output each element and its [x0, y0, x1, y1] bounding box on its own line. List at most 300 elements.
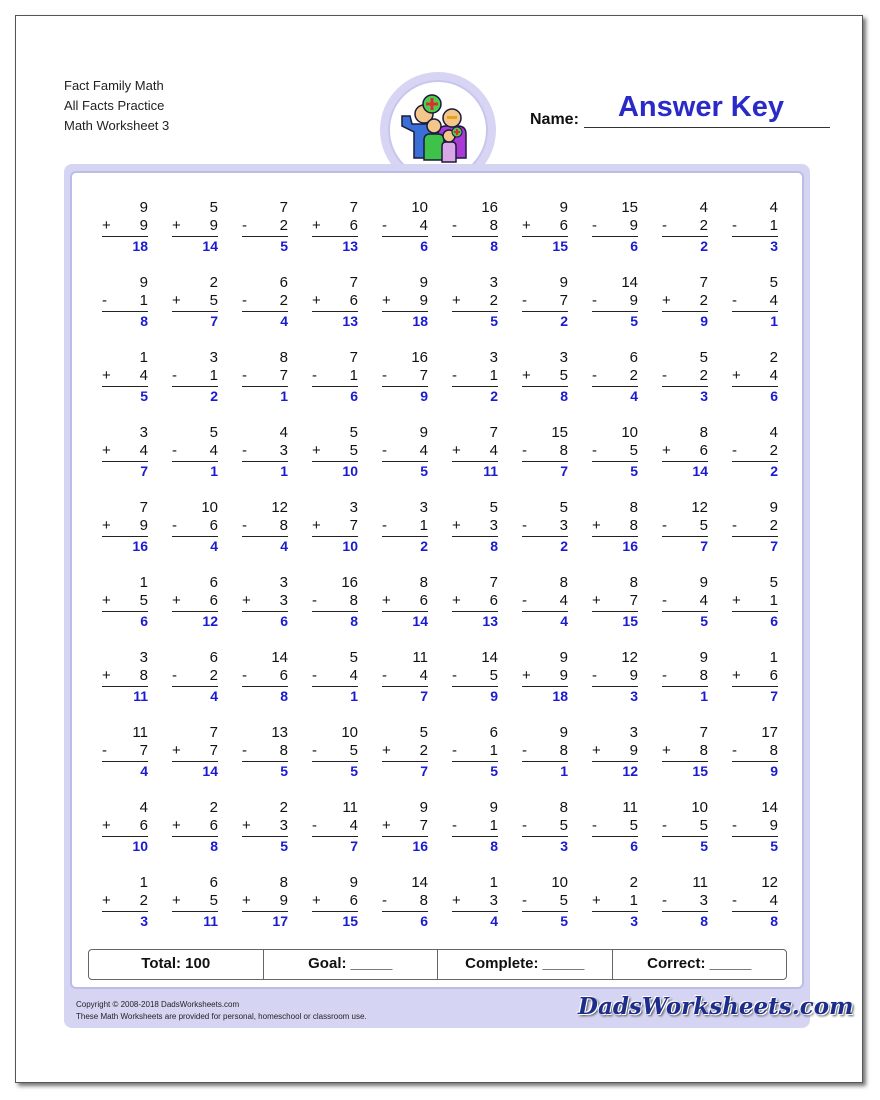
- operator: -: [592, 367, 597, 384]
- answer: 5: [490, 313, 498, 329]
- second-operand-row: [172, 367, 218, 387]
- operator: -: [172, 367, 177, 384]
- problem-card: [452, 574, 498, 630]
- answer: 2: [770, 463, 778, 479]
- operator: +: [662, 442, 671, 459]
- second-operand-row: [662, 217, 708, 237]
- first-operand: 3: [209, 349, 218, 366]
- operator: -: [522, 892, 527, 909]
- operator: +: [732, 667, 741, 684]
- problem-card: [382, 349, 428, 405]
- first-operand: 7: [699, 274, 708, 291]
- first-operand: 9: [699, 574, 708, 591]
- operator: -: [592, 217, 597, 234]
- problem-card: [522, 724, 568, 780]
- problem-card: [172, 649, 218, 705]
- answer: 2: [420, 538, 428, 554]
- second-operand-row: [662, 292, 708, 312]
- second-operand-row: [522, 292, 568, 312]
- problem-card: [312, 499, 358, 555]
- second-operand: 9: [279, 892, 288, 909]
- second-operand-row: [592, 817, 638, 837]
- problem-card: [522, 199, 568, 255]
- second-operand: 6: [699, 442, 708, 459]
- first-operand: 3: [139, 649, 148, 666]
- first-operand: 14: [621, 274, 638, 291]
- operator: +: [312, 517, 321, 534]
- problem-card: [312, 649, 358, 705]
- second-operand-row: [452, 817, 498, 837]
- first-operand: 7: [489, 574, 498, 591]
- answer: 7: [560, 463, 568, 479]
- second-operand: 9: [139, 217, 148, 234]
- answer: 6: [420, 238, 428, 254]
- answer: 4: [630, 388, 638, 404]
- answer: 1: [350, 688, 358, 704]
- second-operand: 3: [699, 892, 708, 909]
- first-operand: 3: [489, 349, 498, 366]
- first-operand: 5: [349, 424, 358, 441]
- operator: -: [242, 742, 247, 759]
- operator: +: [732, 592, 741, 609]
- second-operand: 2: [699, 292, 708, 309]
- answer: 12: [622, 763, 638, 779]
- second-operand: 8: [629, 517, 638, 534]
- first-operand: 6: [209, 649, 218, 666]
- second-operand: 3: [279, 592, 288, 609]
- answer: 8: [280, 688, 288, 704]
- answer: 11: [483, 463, 498, 479]
- first-operand: 7: [489, 424, 498, 441]
- second-operand: 5: [699, 517, 708, 534]
- first-operand: 11: [412, 649, 428, 666]
- problem-card: [312, 349, 358, 405]
- answer: 1: [210, 463, 218, 479]
- second-operand-row: [102, 742, 148, 762]
- first-operand: 9: [559, 199, 568, 216]
- answer: 4: [210, 688, 218, 704]
- problem-card: [382, 424, 428, 480]
- second-operand-row: [242, 592, 288, 612]
- problem-card: [522, 799, 568, 855]
- first-operand: 1: [139, 349, 148, 366]
- answer: 15: [552, 238, 568, 254]
- problem-frame: [64, 164, 810, 1028]
- problem-card: [452, 499, 498, 555]
- second-operand: 5: [139, 592, 148, 609]
- second-operand: 7: [559, 292, 568, 309]
- second-operand: 5: [349, 742, 358, 759]
- operator: -: [312, 742, 317, 759]
- answer: 8: [490, 538, 498, 554]
- first-operand: 8: [279, 874, 288, 891]
- second-operand: 2: [629, 367, 638, 384]
- second-operand: 2: [139, 892, 148, 909]
- answer: 8: [560, 388, 568, 404]
- second-operand-row: [452, 667, 498, 687]
- operator: +: [102, 892, 111, 909]
- operator: -: [732, 892, 737, 909]
- answer: 7: [350, 838, 358, 854]
- problem-card: [522, 274, 568, 330]
- answer: 15: [622, 613, 638, 629]
- first-operand: 16: [411, 349, 428, 366]
- problem-card: [732, 274, 778, 330]
- second-operand-row: [382, 817, 428, 837]
- answer: 9: [490, 688, 498, 704]
- second-operand-row: [452, 217, 498, 237]
- second-operand-row: [592, 742, 638, 762]
- first-operand: 2: [279, 799, 288, 816]
- operator: -: [452, 742, 457, 759]
- operator: -: [522, 742, 527, 759]
- problem-card: [592, 724, 638, 780]
- first-operand: 12: [621, 649, 638, 666]
- operator: -: [382, 667, 387, 684]
- second-operand: 6: [349, 217, 358, 234]
- problem-card: [662, 874, 708, 930]
- first-operand: 9: [489, 799, 498, 816]
- answer: 6: [770, 613, 778, 629]
- operator: -: [662, 517, 667, 534]
- answer: 5: [280, 838, 288, 854]
- worksheet-number: Math Worksheet 3: [64, 118, 170, 133]
- second-operand: 9: [629, 742, 638, 759]
- operator: -: [592, 292, 597, 309]
- second-operand-row: [312, 892, 358, 912]
- second-operand: 6: [279, 667, 288, 684]
- problem-card: [312, 574, 358, 630]
- first-operand: 6: [629, 349, 638, 366]
- second-operand-row: [102, 217, 148, 237]
- answer-key-title: Answer Key: [617, 91, 784, 123]
- second-operand-row: [522, 217, 568, 237]
- second-operand-row: [172, 292, 218, 312]
- answer: 5: [700, 838, 708, 854]
- problem-card: [382, 649, 428, 705]
- second-operand: 9: [769, 817, 778, 834]
- operator: -: [522, 292, 527, 309]
- second-operand-row: [732, 367, 778, 387]
- first-operand: 5: [209, 424, 218, 441]
- second-operand-row: [102, 517, 148, 537]
- problem-card: [312, 724, 358, 780]
- first-operand: 9: [699, 649, 708, 666]
- second-operand: 4: [769, 367, 778, 384]
- second-operand-row: [312, 517, 358, 537]
- second-operand-row: [662, 817, 708, 837]
- first-operand: 11: [692, 874, 708, 891]
- complete-cell[interactable]: Complete: _____: [438, 950, 613, 979]
- problem-card: [172, 199, 218, 255]
- operator: -: [592, 817, 597, 834]
- first-operand: 5: [349, 649, 358, 666]
- operator: +: [312, 292, 321, 309]
- correct-cell[interactable]: Correct: _____: [647, 955, 752, 972]
- operator: -: [662, 892, 667, 909]
- second-operand: 5: [349, 442, 358, 459]
- second-operand: 8: [419, 892, 428, 909]
- second-operand-row: [102, 442, 148, 462]
- first-operand: 10: [621, 424, 638, 441]
- second-operand: 5: [209, 892, 218, 909]
- second-operand-row: [592, 217, 638, 237]
- second-operand: 6: [349, 292, 358, 309]
- second-operand: 1: [209, 367, 218, 384]
- second-operand: 7: [419, 367, 428, 384]
- second-operand-row: [592, 292, 638, 312]
- second-operand: 6: [419, 592, 428, 609]
- second-operand: 2: [769, 442, 778, 459]
- answer: 4: [560, 613, 568, 629]
- second-operand: 8: [489, 217, 498, 234]
- operator: -: [522, 442, 527, 459]
- answer: 3: [560, 838, 568, 854]
- first-operand: 7: [699, 724, 708, 741]
- problem-card: [172, 874, 218, 930]
- second-operand-row: [522, 742, 568, 762]
- problem-card: [312, 799, 358, 855]
- operator: +: [452, 442, 461, 459]
- first-operand: 1: [139, 874, 148, 891]
- problem-card: [242, 424, 288, 480]
- first-operand: 3: [139, 424, 148, 441]
- answer: 1: [770, 313, 778, 329]
- second-operand-row: [242, 817, 288, 837]
- second-operand-row: [452, 442, 498, 462]
- first-operand: 4: [699, 199, 708, 216]
- problem-card: [172, 424, 218, 480]
- operator: +: [102, 592, 111, 609]
- second-operand-row: [732, 892, 778, 912]
- operator: -: [662, 817, 667, 834]
- answer: 5: [280, 763, 288, 779]
- second-operand: 4: [419, 667, 428, 684]
- operator: +: [102, 667, 111, 684]
- second-operand-row: [172, 667, 218, 687]
- answer: 7: [770, 538, 778, 554]
- score-box: [88, 949, 787, 980]
- second-operand-row: [382, 367, 428, 387]
- second-operand-row: [312, 667, 358, 687]
- operator: +: [452, 292, 461, 309]
- first-operand: 7: [349, 274, 358, 291]
- first-operand: 3: [419, 499, 428, 516]
- second-operand-row: [452, 592, 498, 612]
- second-operand-row: [452, 892, 498, 912]
- second-operand: 7: [629, 592, 638, 609]
- second-operand-row: [382, 892, 428, 912]
- first-operand: 15: [551, 424, 568, 441]
- operator: +: [242, 817, 251, 834]
- second-operand-row: [522, 367, 568, 387]
- second-operand-row: [102, 892, 148, 912]
- operator: -: [662, 667, 667, 684]
- problem-card: [592, 574, 638, 630]
- operator: -: [242, 667, 247, 684]
- answer: 14: [202, 238, 218, 254]
- problem-card: [452, 724, 498, 780]
- second-operand-row: [592, 367, 638, 387]
- name-field-line[interactable]: [584, 127, 830, 128]
- operator: -: [732, 742, 737, 759]
- first-operand: 9: [419, 274, 428, 291]
- second-operand: 4: [209, 442, 218, 459]
- first-operand: 7: [209, 724, 218, 741]
- second-operand: 6: [209, 517, 218, 534]
- first-operand: 4: [769, 199, 778, 216]
- operator: -: [242, 292, 247, 309]
- problem-card: [452, 649, 498, 705]
- answer: 6: [630, 238, 638, 254]
- first-operand: 1: [139, 574, 148, 591]
- dadsworksheets-logo: DadsWorksheets.com: [578, 993, 854, 1020]
- problem-card: [102, 199, 148, 255]
- second-operand: 4: [489, 442, 498, 459]
- operator: -: [452, 367, 457, 384]
- first-operand: 10: [201, 499, 218, 516]
- problem-card: [102, 724, 148, 780]
- problem-card: [452, 874, 498, 930]
- operator: -: [102, 742, 107, 759]
- first-operand: 15: [621, 199, 638, 216]
- second-operand-row: [732, 442, 778, 462]
- operator: +: [102, 817, 111, 834]
- operator: +: [382, 817, 391, 834]
- second-operand-row: [102, 292, 148, 312]
- answer: 5: [560, 913, 568, 929]
- second-operand: 6: [349, 892, 358, 909]
- second-operand-row: [172, 817, 218, 837]
- problem-card: [242, 799, 288, 855]
- answer: 9: [420, 388, 428, 404]
- answer: 17: [272, 913, 288, 929]
- goal-cell[interactable]: Goal: _____: [264, 950, 439, 979]
- second-operand-row: [172, 442, 218, 462]
- answer: 11: [133, 688, 148, 704]
- total-cell: Total: 100: [89, 950, 264, 979]
- operator: -: [382, 217, 387, 234]
- second-operand: 5: [559, 367, 568, 384]
- second-operand-row: [522, 892, 568, 912]
- problem-card: [662, 424, 708, 480]
- second-operand: 4: [419, 217, 428, 234]
- second-operand-row: [312, 442, 358, 462]
- first-operand: 2: [209, 274, 218, 291]
- second-operand: 6: [559, 217, 568, 234]
- problem-grid: [70, 171, 804, 989]
- problem-card: [522, 649, 568, 705]
- answer: 10: [342, 538, 358, 554]
- second-operand-row: [102, 592, 148, 612]
- operator: +: [452, 592, 461, 609]
- first-operand: 3: [279, 574, 288, 591]
- problem-card: [102, 349, 148, 405]
- first-operand: 5: [699, 349, 708, 366]
- second-operand: 3: [279, 442, 288, 459]
- first-operand: 6: [209, 874, 218, 891]
- operator: -: [382, 367, 387, 384]
- second-operand-row: [732, 217, 778, 237]
- answer: 4: [210, 538, 218, 554]
- second-operand: 4: [139, 367, 148, 384]
- answer: 6: [630, 838, 638, 854]
- second-operand: 9: [559, 667, 568, 684]
- second-operand-row: [522, 442, 568, 462]
- second-operand-row: [732, 817, 778, 837]
- problem-card: [592, 349, 638, 405]
- problem-card: [242, 349, 288, 405]
- operator: +: [102, 367, 111, 384]
- first-operand: 12: [691, 499, 708, 516]
- answer: 6: [140, 613, 148, 629]
- second-operand-row: [382, 667, 428, 687]
- operator: +: [102, 442, 111, 459]
- first-operand: 7: [349, 349, 358, 366]
- first-operand: 4: [769, 424, 778, 441]
- answer: 18: [132, 238, 148, 254]
- problem-card: [662, 649, 708, 705]
- answer: 1: [280, 388, 288, 404]
- second-operand-row: [382, 517, 428, 537]
- first-operand: 17: [761, 724, 778, 741]
- answer: 6: [350, 388, 358, 404]
- second-operand: 6: [769, 667, 778, 684]
- operator: -: [732, 442, 737, 459]
- answer: 5: [630, 313, 638, 329]
- second-operand: 4: [419, 442, 428, 459]
- second-operand: 3: [279, 817, 288, 834]
- first-operand: 10: [551, 874, 568, 891]
- second-operand: 5: [209, 292, 218, 309]
- second-operand: 2: [279, 292, 288, 309]
- second-operand-row: [242, 217, 288, 237]
- first-operand: 5: [209, 199, 218, 216]
- first-operand: 5: [559, 499, 568, 516]
- answer: 8: [140, 313, 148, 329]
- first-operand: 9: [559, 649, 568, 666]
- answer: 8: [350, 613, 358, 629]
- operator: +: [102, 217, 111, 234]
- first-operand: 11: [622, 799, 638, 816]
- second-operand: 4: [769, 292, 778, 309]
- first-operand: 16: [341, 574, 358, 591]
- operator: -: [172, 667, 177, 684]
- operator: +: [592, 517, 601, 534]
- problem-card: [102, 649, 148, 705]
- second-operand-row: [592, 517, 638, 537]
- problem-card: [102, 274, 148, 330]
- first-operand: 3: [349, 499, 358, 516]
- first-operand: 12: [761, 874, 778, 891]
- usage-notice: These Math Worksheets are provided for personal, homeschool or classroom use.: [76, 1012, 367, 1021]
- problem-card: [662, 274, 708, 330]
- operator: -: [452, 217, 457, 234]
- second-operand: 1: [769, 217, 778, 234]
- operator: -: [312, 817, 317, 834]
- answer: 2: [700, 238, 708, 254]
- problem-card: [732, 799, 778, 855]
- second-operand: 2: [209, 667, 218, 684]
- answer: 10: [342, 463, 358, 479]
- problem-card: [242, 874, 288, 930]
- operator: -: [522, 817, 527, 834]
- second-operand-row: [452, 517, 498, 537]
- operator: +: [592, 742, 601, 759]
- problem-card: [452, 349, 498, 405]
- problem-card: [662, 724, 708, 780]
- first-operand: 9: [419, 424, 428, 441]
